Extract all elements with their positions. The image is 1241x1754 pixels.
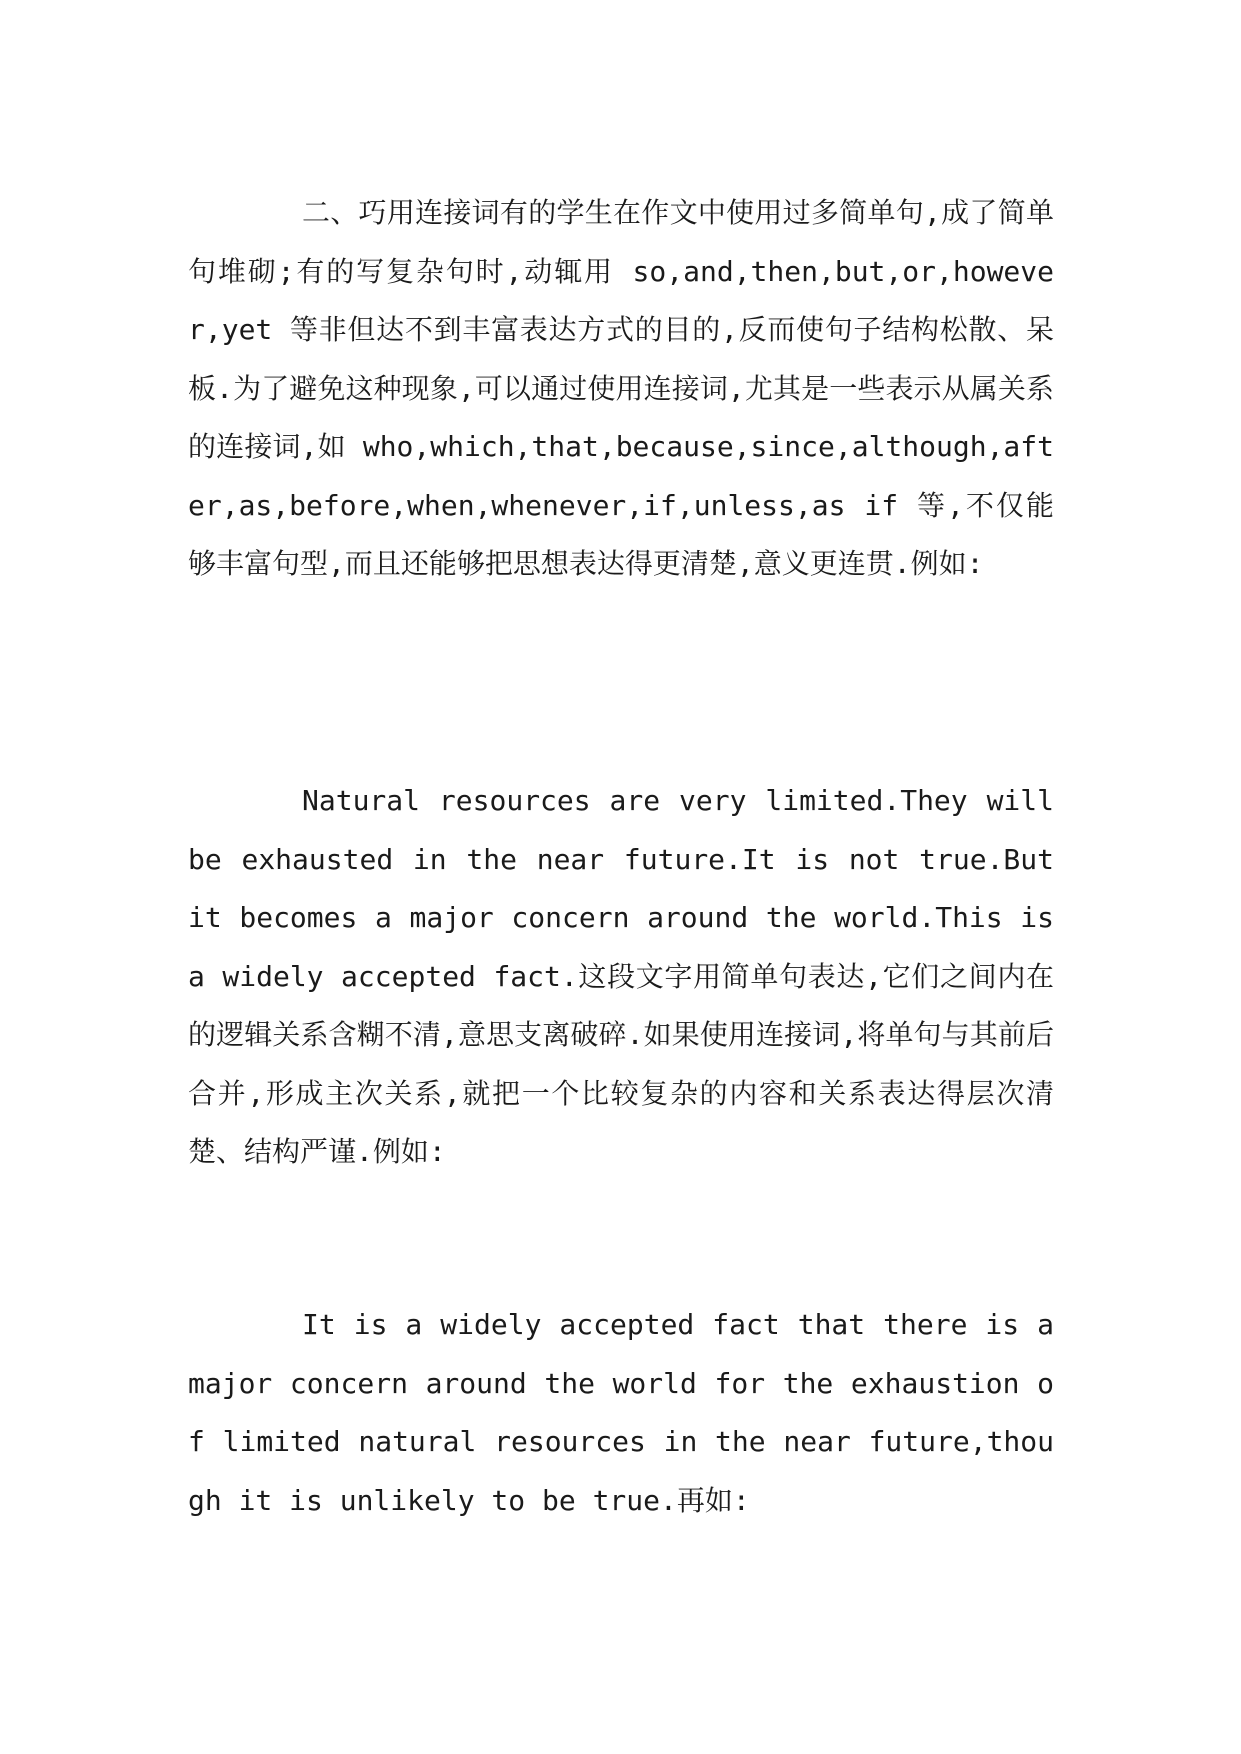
paragraph-combined-sentence-example: It is a widely accepted fact that there is a major concern around the world for the exhaustion of limited natural resources in the near future,though it is unlikely to be true.再如:	[188, 1308, 1054, 1517]
paragraph-conjunctions-intro: 二、巧用连接词有的学生在作文中使用过多简单句,成了简单句堆砌;有的写复杂句时,动辄用 so,and,then,but,or,however,yet 等非但达不到丰富表达方式的目的,反而使句子结构松散、呆板.为了避免这种现象,可以通过使用连接词,尤其是一些表示从属关系的连接词,如 who,which,that,because,since,although,after,as,before,when,whenever,if,unless,as if 等,不仅能够丰富句型,而且还能够把思想表达得更清楚,意义更连贯.例如:	[188, 196, 1054, 580]
paragraph-simple-sentence-example: Natural resources are very limited.They will be exhausted in the near future.It is not true.But it becomes a major concern around the world.This is a widely accepted fact.这段文字用简单句表达,它们之间内在的逻辑关系含糊不清,意思支离破碎.如果使用连接词,将单句与其前后合并,形成主次关系,就把一个比较复杂的内容和关系表达得层次清楚、结构严谨.例如:	[188, 784, 1054, 1168]
